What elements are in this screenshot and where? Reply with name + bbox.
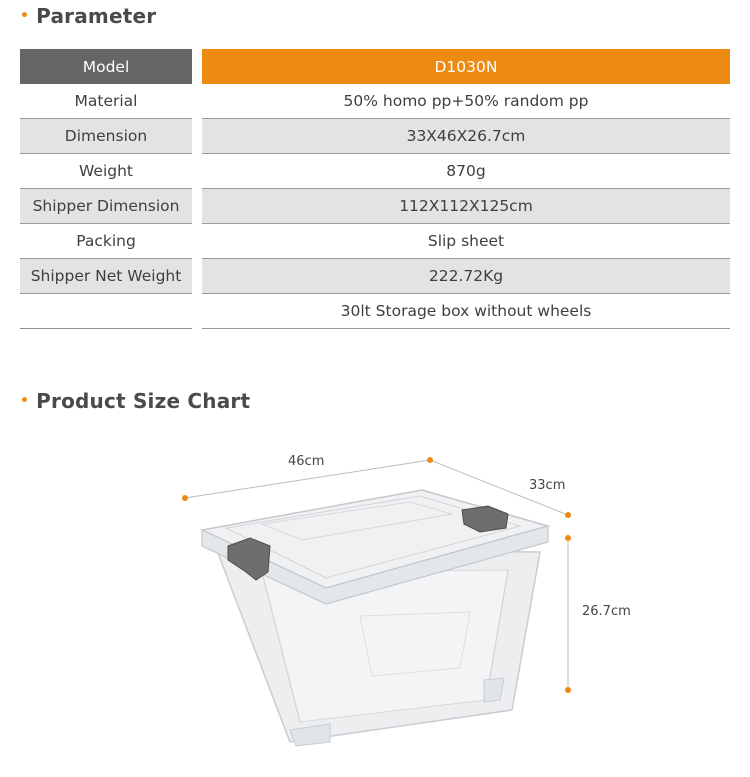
- width-label: 33cm: [529, 478, 566, 493]
- row-label: Packing: [20, 224, 192, 259]
- height-start-marker: [565, 535, 571, 541]
- header-value: D1030N: [202, 49, 730, 84]
- row-value: 33X46X26.7cm: [202, 119, 730, 154]
- row-value: 870g: [202, 154, 730, 189]
- storage-box-illustration: [202, 490, 548, 746]
- header-label: Model: [20, 49, 192, 84]
- row-value: 50% homo pp+50% random pp: [202, 84, 730, 119]
- height-end-marker: [565, 687, 571, 693]
- bullet-icon: •: [20, 393, 30, 409]
- length-label: 46cm: [288, 454, 325, 469]
- row-value: 30lt Storage box without wheels: [202, 294, 730, 329]
- width-end-marker: [565, 512, 571, 518]
- row-label: Shipper Dimension: [20, 189, 192, 224]
- row-value: 222.72Kg: [202, 259, 730, 294]
- parameter-title-text: Parameter: [36, 4, 157, 28]
- row-value: Slip sheet: [202, 224, 730, 259]
- size-chart-title-text: Product Size Chart: [36, 389, 251, 413]
- length-start-marker: [182, 495, 188, 501]
- row-label: Shipper Net Weight: [20, 259, 192, 294]
- height-label: 26.7cm: [582, 604, 631, 619]
- row-label: Weight: [20, 154, 192, 189]
- bullet-icon: •: [20, 8, 30, 24]
- length-end-marker: [427, 457, 433, 463]
- row-label: Dimension: [20, 119, 192, 154]
- row-value: 112X112X125cm: [202, 189, 730, 224]
- row-label: Material: [20, 84, 192, 119]
